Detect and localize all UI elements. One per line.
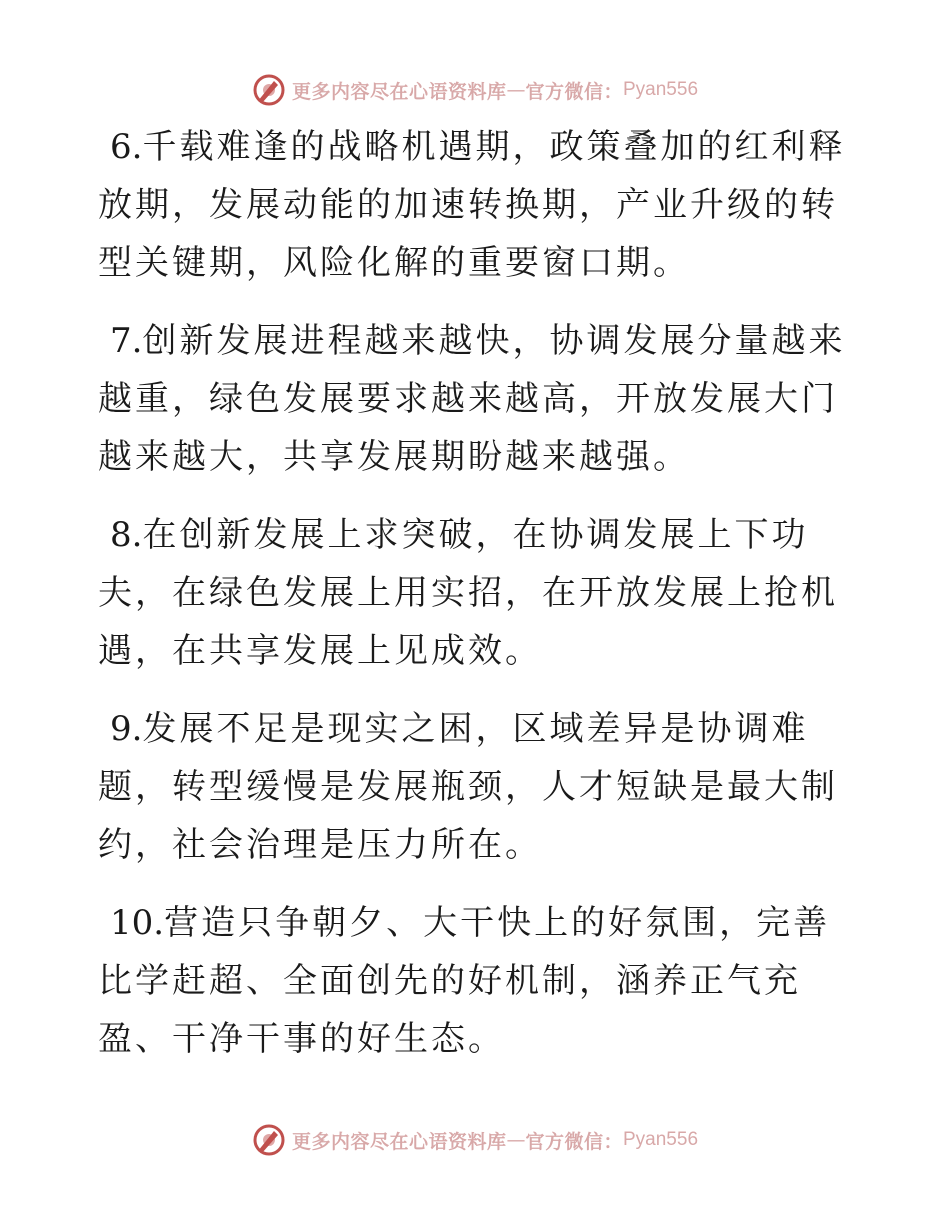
header-watermark-banner: [0, 70, 950, 110]
pen-logo-icon: [252, 73, 286, 107]
footer-dash: —: [506, 1129, 526, 1151]
paragraph-10: [98, 894, 858, 1068]
paragraph-number: 6.: [110, 127, 143, 167]
paragraph-7: [98, 312, 858, 486]
footer-wechat-id: Pyan556: [623, 1129, 699, 1150]
paragraph-number: 8.: [110, 515, 143, 555]
paragraph-text: 创新发展进程越来越快，协调发展分量越来越重，绿色发展要求越来越高，开放发展大门越来越大，共享发展期盼越来越强。: [98, 321, 846, 477]
paragraph-text: 营造只争朝夕、大干快上的好氛围，完善比学赶超、全面创先的好机制，涵养正气充盈、干净干事的好生态。: [98, 903, 831, 1059]
footer-watermark-banner: [0, 1120, 950, 1160]
document-body: [98, 118, 858, 1088]
footer-site-text: 更多内容尽在心语资料库: [291, 1130, 507, 1153]
paragraph-6: [98, 118, 858, 292]
paragraph-text: 发展不足是现实之困，区域差异是协调难题，转型缓慢是发展瓶颈，人才短缺是最大制约，社会治理是压力所在。: [98, 709, 838, 865]
header-wechat-id: Pyan556: [623, 79, 699, 100]
paragraph-text: 千载难逢的战略机遇期，政策叠加的红利释放期，发展动能的加速转换期，产业升级的转型关键期，风险化解的重要窗口期。: [98, 127, 846, 283]
footer-wechat-label: 官方微信：: [525, 1130, 623, 1153]
paragraph-number: 9.: [110, 709, 143, 749]
header-wechat-label: 官方微信：: [525, 80, 623, 103]
pen-logo-icon: [252, 1123, 286, 1157]
paragraph-number: 10.: [110, 903, 165, 943]
header-site-text: 更多内容尽在心语资料库: [291, 80, 507, 103]
paragraph-9: [98, 700, 858, 874]
header-dash: —: [506, 79, 526, 101]
paragraph-text: 在创新发展上求突破，在协调发展上下功夫，在绿色发展上用实招，在开放发展上抢机遇，在共享发展上见成效。: [98, 515, 838, 671]
paragraph-8: [98, 506, 858, 680]
paragraph-number: 7.: [110, 321, 143, 361]
